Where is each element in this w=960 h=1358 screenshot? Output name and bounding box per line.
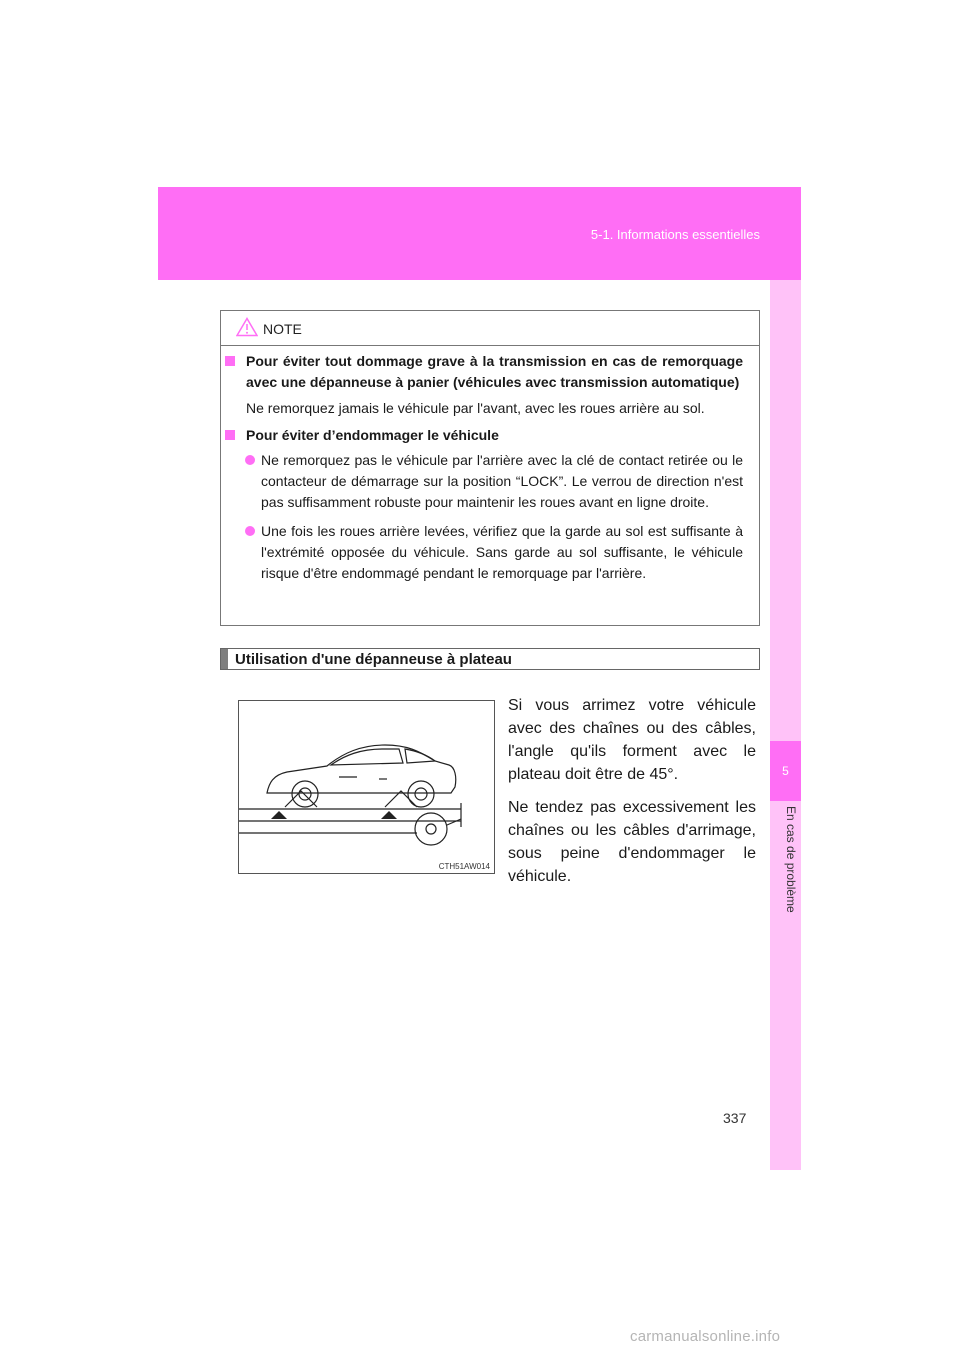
note-section-title bbox=[221, 351, 759, 393]
header-band bbox=[158, 187, 801, 280]
chapter-label: En cas de problème bbox=[784, 806, 798, 913]
section-title: Utilisation d'une dépanneuse à plateau bbox=[235, 651, 512, 668]
note-bullet-text: Ne remorquez pas le véhicule par l'arrière avec la clé de contact retirée ou le contacteur de démarrage sur la position “LOCK”. Le verrou de direction n'est pas suffisamment robuste pour maintenir les roues avant en ligne droite. bbox=[261, 452, 743, 510]
note-bullet-text: Une fois les roues arrière levées, vérifiez que la garde au sol est suffisante à l'extrémité opposée du véhicule. Sans garde au sol suffisante, le véhicule risque d'être endommagé pendant le remorquage par l'arrière. bbox=[261, 523, 743, 581]
circle-bullet-icon bbox=[245, 455, 255, 465]
section-title-bar bbox=[220, 648, 760, 670]
square-bullet-icon bbox=[225, 356, 235, 366]
body-text bbox=[508, 694, 756, 898]
note-bullet bbox=[221, 450, 759, 513]
tow-truck-figure bbox=[238, 700, 495, 874]
note-body bbox=[221, 351, 759, 584]
note-header bbox=[221, 311, 759, 346]
circle-bullet-icon bbox=[245, 526, 255, 536]
body-paragraph: Si vous arrimez votre véhicule avec des chaînes ou des câbles, l'angle qu'ils forment avec le plateau doit être de 45°. bbox=[508, 697, 756, 783]
side-strip bbox=[770, 280, 801, 1170]
car-on-flatbed-illustration bbox=[239, 701, 494, 873]
note-section2-title: Pour éviter d’endommager le véhicule bbox=[246, 427, 499, 443]
note-section1-text: Ne remorquez jamais le véhicule par l'avant, avec les roues arrière au sol. bbox=[246, 400, 705, 416]
section-bar-accent bbox=[221, 649, 228, 669]
watermark: carmanualsonline.info bbox=[630, 1328, 781, 1345]
page-number: 337 bbox=[723, 1110, 747, 1126]
note-title: NOTE bbox=[263, 321, 302, 337]
chapter-tab[interactable]: 5 bbox=[770, 741, 801, 801]
warning-triangle-icon bbox=[236, 317, 258, 337]
note-section1-title: Pour éviter tout dommage grave à la transmission en cas de remorquage avec une dépanneuse à panier (véhicules avec transmission automatique) bbox=[246, 353, 743, 390]
note-bullet bbox=[221, 521, 759, 584]
section-header: 5-1. Informations essentielles bbox=[590, 227, 760, 242]
square-bullet-icon bbox=[225, 430, 235, 440]
body-paragraph: Ne tendez pas excessivement les chaînes ou les câbles d'arrimage, sous peine d'endommager le véhicule. bbox=[508, 799, 756, 885]
note-section-title bbox=[221, 425, 759, 446]
figure-code: CTH51AW014 bbox=[438, 862, 490, 871]
note-box bbox=[220, 310, 760, 626]
